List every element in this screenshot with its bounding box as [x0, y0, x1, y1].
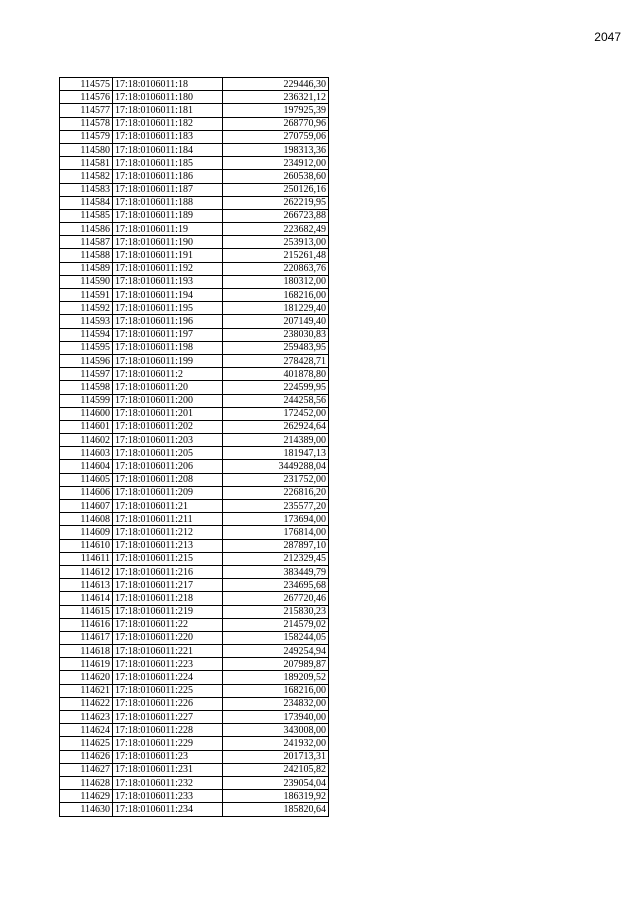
row-number-cell: 114587 [60, 236, 113, 249]
table-row [60, 790, 329, 803]
cadastral-number-cell: 17:18:0106011:219 [113, 605, 223, 618]
cadastral-value-cell: 198313,36 [223, 143, 329, 156]
cadastral-value-cell: 214579,02 [223, 618, 329, 631]
row-number-cell: 114612 [60, 565, 113, 578]
cadastral-number-cell: 17:18:0106011:228 [113, 724, 223, 737]
table-row [60, 658, 329, 671]
row-number-cell: 114607 [60, 500, 113, 513]
cadastral-value-cell: 214389,00 [223, 434, 329, 447]
cadastral-value-cell: 268770,96 [223, 117, 329, 130]
row-number-cell: 114630 [60, 803, 113, 816]
row-number-cell: 114610 [60, 539, 113, 552]
row-number-cell: 114614 [60, 592, 113, 605]
row-number-cell: 114599 [60, 394, 113, 407]
cadastral-number-cell: 17:18:0106011:2 [113, 368, 223, 381]
cadastral-value-cell: 168216,00 [223, 684, 329, 697]
row-number-cell: 114586 [60, 223, 113, 236]
cadastral-value-cell: 259483,95 [223, 341, 329, 354]
row-number-cell: 114628 [60, 776, 113, 789]
cadastral-number-cell: 17:18:0106011:221 [113, 645, 223, 658]
cadastral-number-cell: 17:18:0106011:195 [113, 302, 223, 315]
table-row [60, 763, 329, 776]
cadastral-number-cell: 17:18:0106011:183 [113, 130, 223, 143]
cadastral-value-cell: 215261,48 [223, 249, 329, 262]
cadastral-number-cell: 17:18:0106011:181 [113, 104, 223, 117]
table-row [60, 341, 329, 354]
table-row [60, 394, 329, 407]
cadastral-value-cell: 260538,60 [223, 170, 329, 183]
cadastral-number-cell: 17:18:0106011:187 [113, 183, 223, 196]
cadastral-value-cell: 242105,82 [223, 763, 329, 776]
row-number-cell: 114583 [60, 183, 113, 196]
table-row [60, 473, 329, 486]
table-row [60, 684, 329, 697]
cadastral-number-cell: 17:18:0106011:225 [113, 684, 223, 697]
cadastral-value-cell: 176814,00 [223, 526, 329, 539]
table-row [60, 631, 329, 644]
cadastral-value-cell: 181947,13 [223, 447, 329, 460]
table-body [60, 78, 329, 817]
row-number-cell: 114576 [60, 91, 113, 104]
row-number-cell: 114578 [60, 117, 113, 130]
cadastral-number-cell: 17:18:0106011:22 [113, 618, 223, 631]
cadastral-number-cell: 17:18:0106011:227 [113, 711, 223, 724]
table-row [60, 434, 329, 447]
cadastral-number-cell: 17:18:0106011:190 [113, 236, 223, 249]
row-number-cell: 114593 [60, 315, 113, 328]
cadastral-number-cell: 17:18:0106011:223 [113, 658, 223, 671]
cadastral-value-cell: 244258,56 [223, 394, 329, 407]
table-row [60, 618, 329, 631]
cadastral-value-cell: 401878,80 [223, 368, 329, 381]
cadastral-value-cell: 212329,45 [223, 552, 329, 565]
cadastral-value-cell: 270759,06 [223, 130, 329, 143]
cadastral-number-cell: 17:18:0106011:194 [113, 289, 223, 302]
cadastral-value-cell: 249254,94 [223, 645, 329, 658]
cadastral-value-cell: 231752,00 [223, 473, 329, 486]
row-number-cell: 114582 [60, 170, 113, 183]
cadastral-value-cell: 278428,71 [223, 354, 329, 367]
cadastral-number-cell: 17:18:0106011:197 [113, 328, 223, 341]
cadastral-value-cell: 185820,64 [223, 803, 329, 816]
row-number-cell: 114595 [60, 341, 113, 354]
cadastral-value-cell: 186319,92 [223, 790, 329, 803]
row-number-cell: 114596 [60, 354, 113, 367]
cadastral-number-cell: 17:18:0106011:224 [113, 671, 223, 684]
table-row [60, 275, 329, 288]
cadastral-number-cell: 17:18:0106011:193 [113, 275, 223, 288]
cadastral-number-cell: 17:18:0106011:218 [113, 592, 223, 605]
cadastral-value-cell: 224599,95 [223, 381, 329, 394]
cadastral-value-cell: 197925,39 [223, 104, 329, 117]
table-row [60, 539, 329, 552]
table-row [60, 486, 329, 499]
cadastral-value-cell: 287897,10 [223, 539, 329, 552]
cadastral-value-cell: 220863,76 [223, 262, 329, 275]
row-number-cell: 114588 [60, 249, 113, 262]
table-row [60, 236, 329, 249]
cadastral-value-cell: 343008,00 [223, 724, 329, 737]
cadastral-value-cell: 235577,20 [223, 500, 329, 513]
cadastral-number-cell: 17:18:0106011:216 [113, 565, 223, 578]
cadastral-value-cell: 180312,00 [223, 275, 329, 288]
cadastral-value-cell: 226816,20 [223, 486, 329, 499]
cadastral-number-cell: 17:18:0106011:234 [113, 803, 223, 816]
row-number-cell: 114629 [60, 790, 113, 803]
cadastral-value-cell: 215830,23 [223, 605, 329, 618]
row-number-cell: 114598 [60, 381, 113, 394]
cadastral-number-cell: 17:18:0106011:201 [113, 407, 223, 420]
row-number-cell: 114591 [60, 289, 113, 302]
cadastral-number-cell: 17:18:0106011:206 [113, 460, 223, 473]
table-row [60, 104, 329, 117]
row-number-cell: 114623 [60, 711, 113, 724]
cadastral-number-cell: 17:18:0106011:213 [113, 539, 223, 552]
table-row [60, 605, 329, 618]
row-number-cell: 114600 [60, 407, 113, 420]
table-row [60, 697, 329, 710]
cadastral-value-cell: 229446,30 [223, 78, 329, 91]
row-number-cell: 114604 [60, 460, 113, 473]
table-row [60, 513, 329, 526]
table-row [60, 209, 329, 222]
cadastral-number-cell: 17:18:0106011:196 [113, 315, 223, 328]
table-row [60, 526, 329, 539]
table-row [60, 328, 329, 341]
row-number-cell: 114625 [60, 737, 113, 750]
row-number-cell: 114585 [60, 209, 113, 222]
cadastral-value-cell: 189209,52 [223, 671, 329, 684]
cadastral-value-cell: 236321,12 [223, 91, 329, 104]
table-row [60, 500, 329, 513]
table-row [60, 183, 329, 196]
table-row [60, 157, 329, 170]
cadastral-number-cell: 17:18:0106011:188 [113, 196, 223, 209]
table-row [60, 592, 329, 605]
row-number-cell: 114590 [60, 275, 113, 288]
cadastral-number-cell: 17:18:0106011:20 [113, 381, 223, 394]
cadastral-value-table [59, 77, 329, 817]
table-row [60, 447, 329, 460]
cadastral-number-cell: 17:18:0106011:200 [113, 394, 223, 407]
cadastral-number-cell: 17:18:0106011:202 [113, 420, 223, 433]
table-row [60, 143, 329, 156]
row-number-cell: 114594 [60, 328, 113, 341]
cadastral-value-cell: 238030,83 [223, 328, 329, 341]
table-row [60, 91, 329, 104]
row-number-cell: 114584 [60, 196, 113, 209]
cadastral-number-cell: 17:18:0106011:184 [113, 143, 223, 156]
row-number-cell: 114580 [60, 143, 113, 156]
row-number-cell: 114579 [60, 130, 113, 143]
row-number-cell: 114589 [60, 262, 113, 275]
row-number-cell: 114605 [60, 473, 113, 486]
cadastral-number-cell: 17:18:0106011:185 [113, 157, 223, 170]
table-row [60, 223, 329, 236]
cadastral-value-cell: 207149,40 [223, 315, 329, 328]
row-number-cell: 114622 [60, 697, 113, 710]
table-row [60, 737, 329, 750]
cadastral-number-cell: 17:18:0106011:189 [113, 209, 223, 222]
cadastral-value-cell: 207989,87 [223, 658, 329, 671]
table-row [60, 711, 329, 724]
cadastral-number-cell: 17:18:0106011:212 [113, 526, 223, 539]
cadastral-value-cell: 234832,00 [223, 697, 329, 710]
row-number-cell: 114602 [60, 434, 113, 447]
cadastral-value-cell: 253913,00 [223, 236, 329, 249]
page-number: 2047 [594, 30, 621, 44]
table-row [60, 803, 329, 816]
row-number-cell: 114620 [60, 671, 113, 684]
cadastral-value-cell: 383449,79 [223, 565, 329, 578]
cadastral-number-cell: 17:18:0106011:198 [113, 341, 223, 354]
cadastral-number-cell: 17:18:0106011:191 [113, 249, 223, 262]
cadastral-value-cell: 250126,16 [223, 183, 329, 196]
cadastral-value-cell: 234695,68 [223, 579, 329, 592]
cadastral-number-cell: 17:18:0106011:23 [113, 750, 223, 763]
cadastral-value-cell: 241932,00 [223, 737, 329, 750]
cadastral-value-cell: 201713,31 [223, 750, 329, 763]
cadastral-number-cell: 17:18:0106011:233 [113, 790, 223, 803]
cadastral-value-cell: 266723,88 [223, 209, 329, 222]
table-row [60, 579, 329, 592]
cadastral-value-cell: 262219,95 [223, 196, 329, 209]
row-number-cell: 114621 [60, 684, 113, 697]
row-number-cell: 114617 [60, 631, 113, 644]
table-row [60, 420, 329, 433]
cadastral-number-cell: 17:18:0106011:19 [113, 223, 223, 236]
row-number-cell: 114603 [60, 447, 113, 460]
table-row [60, 565, 329, 578]
cadastral-number-cell: 17:18:0106011:220 [113, 631, 223, 644]
cadastral-value-cell: 158244,05 [223, 631, 329, 644]
table-row [60, 381, 329, 394]
cadastral-value-cell: 172452,00 [223, 407, 329, 420]
table-row [60, 117, 329, 130]
cadastral-number-cell: 17:18:0106011:18 [113, 78, 223, 91]
table-row [60, 460, 329, 473]
cadastral-value-cell: 234912,00 [223, 157, 329, 170]
table-row [60, 170, 329, 183]
row-number-cell: 114611 [60, 552, 113, 565]
cadastral-value-cell: 3449288,04 [223, 460, 329, 473]
table-row [60, 289, 329, 302]
cadastral-value-cell: 173694,00 [223, 513, 329, 526]
cadastral-number-cell: 17:18:0106011:186 [113, 170, 223, 183]
table-row [60, 196, 329, 209]
table-row [60, 750, 329, 763]
row-number-cell: 114608 [60, 513, 113, 526]
cadastral-number-cell: 17:18:0106011:229 [113, 737, 223, 750]
table-row [60, 368, 329, 381]
cadastral-value-cell: 223682,49 [223, 223, 329, 236]
table-row [60, 724, 329, 737]
table-row [60, 78, 329, 91]
cadastral-value-cell: 239054,04 [223, 776, 329, 789]
cadastral-number-cell: 17:18:0106011:205 [113, 447, 223, 460]
cadastral-number-cell: 17:18:0106011:180 [113, 91, 223, 104]
table-row [60, 407, 329, 420]
cadastral-number-cell: 17:18:0106011:215 [113, 552, 223, 565]
table-row [60, 776, 329, 789]
cadastral-number-cell: 17:18:0106011:182 [113, 117, 223, 130]
row-number-cell: 114581 [60, 157, 113, 170]
table-row [60, 354, 329, 367]
table-row [60, 249, 329, 262]
row-number-cell: 114606 [60, 486, 113, 499]
cadastral-value-cell: 173940,00 [223, 711, 329, 724]
cadastral-number-cell: 17:18:0106011:209 [113, 486, 223, 499]
table-row [60, 552, 329, 565]
row-number-cell: 114592 [60, 302, 113, 315]
cadastral-value-cell: 267720,46 [223, 592, 329, 605]
table-row [60, 671, 329, 684]
cadastral-number-cell: 17:18:0106011:208 [113, 473, 223, 486]
cadastral-number-cell: 17:18:0106011:199 [113, 354, 223, 367]
row-number-cell: 114575 [60, 78, 113, 91]
table-row [60, 315, 329, 328]
cadastral-number-cell: 17:18:0106011:226 [113, 697, 223, 710]
table-row [60, 302, 329, 315]
row-number-cell: 114601 [60, 420, 113, 433]
row-number-cell: 114613 [60, 579, 113, 592]
row-number-cell: 114616 [60, 618, 113, 631]
cadastral-number-cell: 17:18:0106011:203 [113, 434, 223, 447]
table-row [60, 645, 329, 658]
row-number-cell: 114626 [60, 750, 113, 763]
cadastral-number-cell: 17:18:0106011:211 [113, 513, 223, 526]
cadastral-number-cell: 17:18:0106011:21 [113, 500, 223, 513]
cadastral-number-cell: 17:18:0106011:231 [113, 763, 223, 776]
table-row [60, 130, 329, 143]
cadastral-number-cell: 17:18:0106011:192 [113, 262, 223, 275]
row-number-cell: 114619 [60, 658, 113, 671]
cadastral-value-cell: 181229,40 [223, 302, 329, 315]
cadastral-number-cell: 17:18:0106011:217 [113, 579, 223, 592]
row-number-cell: 114618 [60, 645, 113, 658]
cadastral-value-cell: 168216,00 [223, 289, 329, 302]
table-row [60, 262, 329, 275]
cadastral-number-cell: 17:18:0106011:232 [113, 776, 223, 789]
row-number-cell: 114615 [60, 605, 113, 618]
row-number-cell: 114597 [60, 368, 113, 381]
row-number-cell: 114577 [60, 104, 113, 117]
cadastral-value-cell: 262924,64 [223, 420, 329, 433]
row-number-cell: 114627 [60, 763, 113, 776]
row-number-cell: 114609 [60, 526, 113, 539]
row-number-cell: 114624 [60, 724, 113, 737]
